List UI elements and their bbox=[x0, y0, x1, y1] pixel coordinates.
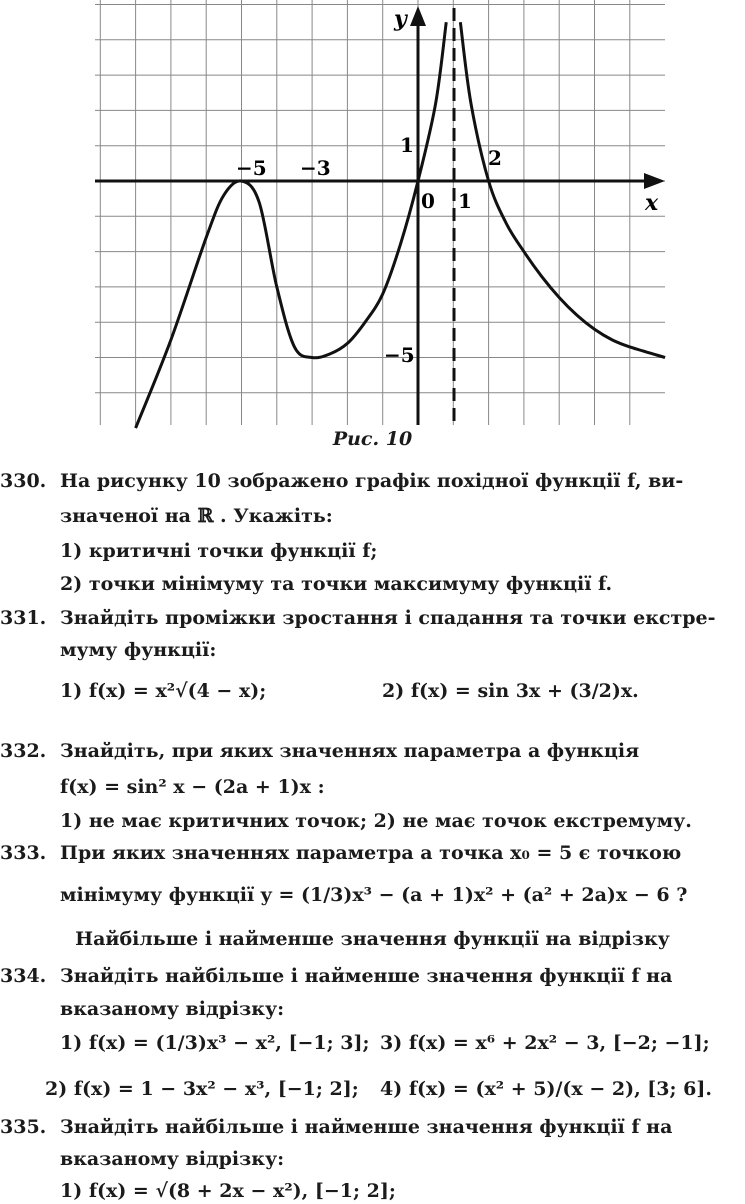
tick-label-minus5: −5 bbox=[236, 156, 267, 180]
problem-334-number: 334. bbox=[0, 965, 47, 987]
y-axis-label: y bbox=[394, 6, 407, 32]
problem-334-item2: 2) f(x) = 1 − 3x² − x³, [−1; 2]; bbox=[45, 1078, 359, 1100]
problem-330-line1: На рисунку 10 зображено графік похідної функції f, ви- bbox=[60, 470, 684, 492]
problem-331-item2: 2) f(x) = sin 3x + (3/2)x. bbox=[382, 680, 639, 702]
problem-334-line2: вказаному відрізку: bbox=[60, 998, 285, 1020]
figure-caption: Рис. 10 bbox=[332, 428, 413, 450]
tick-label-x1: 1 bbox=[458, 189, 472, 213]
problem-333-number: 333. bbox=[0, 842, 47, 864]
y-axis-arrow bbox=[410, 6, 426, 26]
problem-330-item2: 2) точки мінімуму та точки максимуму функції f. bbox=[60, 573, 613, 595]
problem-335-line2: вказаному відрізку: bbox=[60, 1148, 285, 1170]
problem-335-line1: Знайдіть найбільше і найменше значення функції f на bbox=[60, 1116, 673, 1138]
problem-332-items: 1) не має критичних точок; 2) не має точок екстремуму. bbox=[60, 810, 692, 832]
problem-331-item1: 1) f(x) = x²√(4 − x); bbox=[60, 680, 267, 702]
derivative-graph bbox=[0, 0, 745, 430]
x-axis-arrow bbox=[644, 173, 665, 189]
problem-332-number: 332. bbox=[0, 740, 47, 762]
curve-branch-1 bbox=[136, 22, 447, 428]
problem-334-line1: Знайдіть найбільше і найменше значення функції f на bbox=[60, 965, 673, 987]
tick-label-yminus5: −5 bbox=[384, 343, 415, 367]
tick-label-x2: 2 bbox=[488, 146, 502, 170]
problem-331-number: 331. bbox=[0, 607, 47, 629]
problem-333-line2: мінімуму функції y = (1/3)x³ − (a + 1)x² + (a² + 2a)x − 6 ? bbox=[60, 884, 688, 906]
x-axis-label: x bbox=[645, 190, 659, 216]
problem-332-line1: Знайдіть, при яких значеннях параметра a функція bbox=[60, 740, 640, 762]
derivative-curve bbox=[136, 22, 666, 428]
problem-332-formula: f(x) = sin² x − (2a + 1)x : bbox=[60, 776, 325, 798]
tick-label-origin: 0 bbox=[421, 189, 435, 213]
problem-331-line1: Знайдіть проміжки зростання і спадання та точки екстре- bbox=[60, 607, 716, 629]
section-title: Найбільше і найменше значення функції на відрізку bbox=[75, 928, 670, 950]
tick-label-y1: 1 bbox=[400, 133, 414, 157]
problem-330-line2: значеної на ℝ . Укажіть: bbox=[60, 505, 333, 527]
problem-334-item3: 3) f(x) = x⁶ + 2x² − 3, [−2; −1]; bbox=[380, 1032, 710, 1054]
problem-333-line1: При яких значеннях параметра a точка x₀ = 5 є точкою bbox=[60, 842, 682, 864]
problem-330-number: 330. bbox=[0, 470, 47, 492]
grid bbox=[95, 0, 665, 425]
problem-335-number: 335. bbox=[0, 1116, 47, 1138]
problem-334-item4: 4) f(x) = (x² + 5)/(x − 2), [3; 6]. bbox=[380, 1078, 712, 1100]
problem-331-line2: муму функції: bbox=[60, 639, 217, 661]
problem-335-item1: 1) f(x) = √(8 + 2x − x²), [−1; 2]; bbox=[60, 1180, 396, 1202]
tick-label-minus3: −3 bbox=[300, 156, 331, 180]
curve-branch-2 bbox=[460, 22, 665, 357]
problem-330-item1: 1) критичні точки функції f; bbox=[60, 540, 378, 562]
problem-334-item1: 1) f(x) = (1/3)x³ − x², [−1; 3]; bbox=[60, 1032, 370, 1054]
